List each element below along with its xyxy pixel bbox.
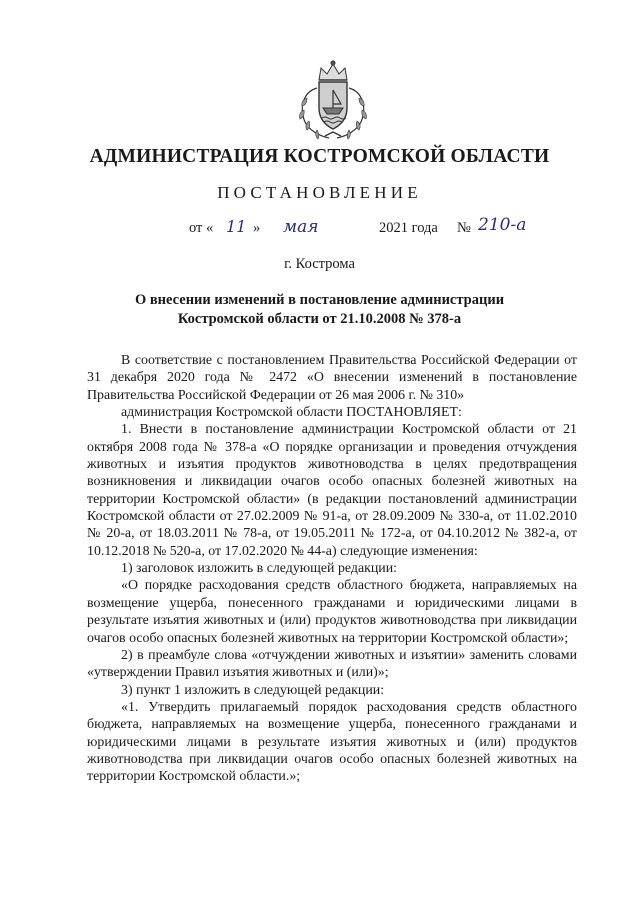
paragraph-quote-3: «1. Утвердить прилагаемый порядок расходования средств областного бюджета, направляемых на возмещение ущерба, понесенного гражданами и юридическими лицами в результате изъятия животных и (или) продуктов животноводства при ликвидации очагов особо опасных болезней животных на территории Костромской области.»;: [87, 699, 577, 785]
date-day: 11: [226, 217, 247, 236]
date-year: 2021 года: [379, 220, 438, 236]
organization-title: АДМИНИСТРАЦИЯ КОСТРОМСКОЙ ОБЛАСТИ: [89, 146, 550, 167]
date-number-line: [0, 215, 639, 242]
document-number: 210-а: [478, 215, 527, 235]
document-body: [87, 352, 577, 786]
date-prefix: от «: [189, 220, 214, 236]
document-type: ПОСТАНОВЛЕНИЕ: [217, 183, 422, 202]
title-line-2: Костромской области от 21.10.2008 № 378-а: [177, 311, 462, 327]
paragraph-quote-1: «О порядке расходования средств областного бюджета, направляемых на возмещение ущерба, понесенного гражданами и юридическими лицами в результате изъятия животных и (или) продуктов животноводства при ликвидации очагов особо опасных болезней животных на территории Костромской области»;: [87, 578, 577, 646]
title-line-1: О внесении изменений в постановление администрации: [134, 292, 505, 308]
document-title: [60, 291, 579, 329]
paragraph-decree: администрация Костромской области ПОСТАНОВЛЯЕТ:: [121, 405, 462, 421]
paragraph-preamble: В соответствие с постановлением Правительства Российской Федерации от 31 декабря 2020 года № 2472 «О внесении изменений в постановление Правительства Российской Федерации от 26 мая 2006 г. № 310»: [87, 353, 577, 403]
paragraph-item-1: 1. Внести в постановление администрации Костромской области от 21 октября 2008 года № 378-а «О порядке организации и проведения отчуждения животных и изъятия продуктов животноводства в целях предотвращения возникновения и ликвидации очагов особо опасных болезней животных на территории Костромской области» (в редакции постановлений администрации Костромской области от 27.02.2009 № 91-а, от 28.09.2009 № 330-а, от 11.02.2010 № 20-а, от 18.03.2011 № 78-а, от 19.05.2011 № 172-а, от 04.10.2012 № 382-а, от 10.12.2018 № 520-а, от 17.02.2020 № 44-а) следующие изменения:: [87, 422, 577, 559]
paragraph-subitem-2: 2) в преамбуле слова «отчуждении животных и изъятии» заменить словами «утверждении Правил изъятия животных и (или)»;: [87, 647, 577, 681]
paragraph-subitem-1: 1) заголовок изложить в следующей редакции:: [121, 561, 398, 577]
date-month: мая: [283, 217, 319, 237]
kostroma-coat-of-arms-icon: [295, 58, 371, 140]
date-close: »: [253, 220, 261, 236]
city-line: г. Кострома: [284, 256, 355, 272]
paragraph-subitem-3: 3) пункт 1 изложить в следующей редакции:: [121, 682, 385, 698]
number-sign: №: [457, 220, 471, 236]
